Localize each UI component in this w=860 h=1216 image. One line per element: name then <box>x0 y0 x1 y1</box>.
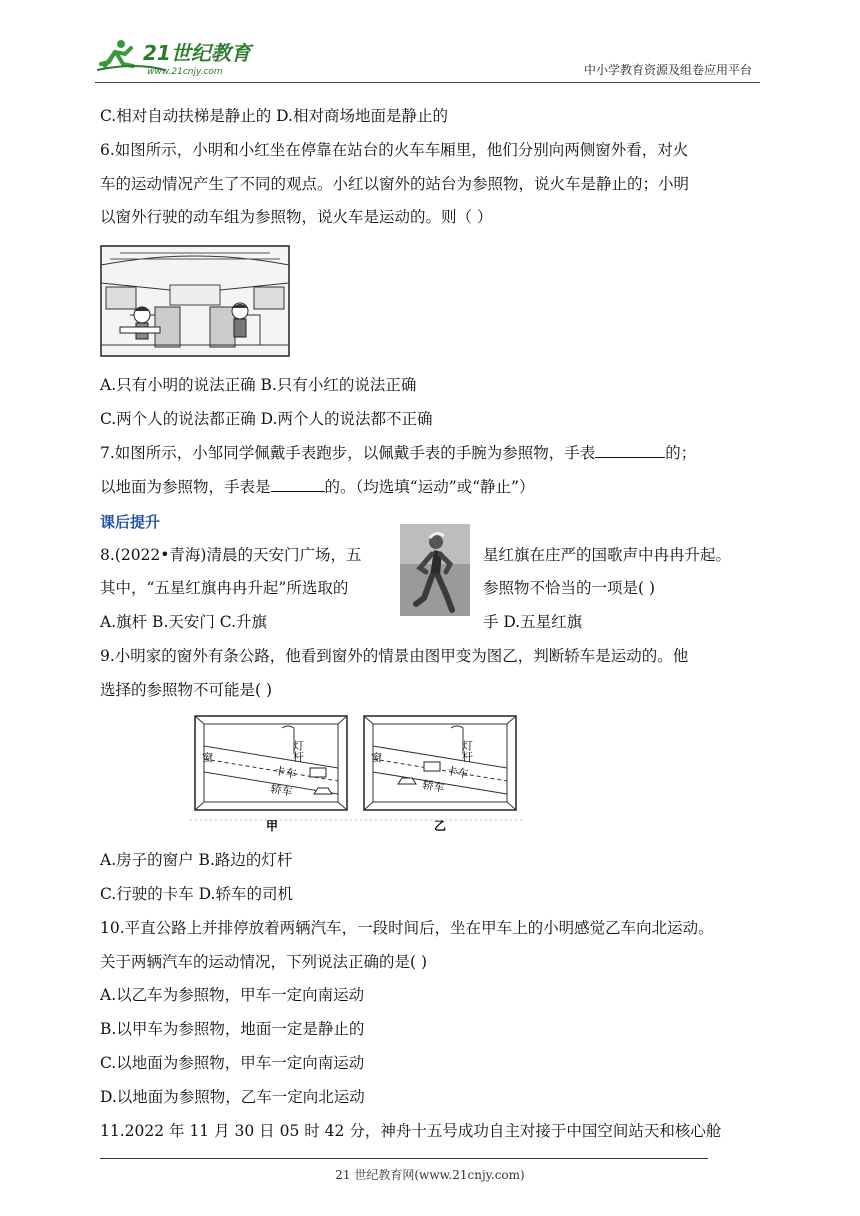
q8-stem-1b: 星红旗在庄严的国歌声中冉冉升起。 <box>483 546 732 564</box>
q7-stem-1: 7.如图所示，小邹同学佩戴手表跑步，以佩戴手表的手腕为参照物，手表 的； <box>100 444 697 462</box>
footer-divider <box>100 1158 708 1159</box>
scene-yi <box>364 716 516 810</box>
svg-text:21世纪教育: 21世纪教育 <box>143 41 251 65</box>
q10-stem-1: 10.平直公路上并排停放着两辆汽车，一段时间后，坐在甲车上的小明感觉乙车向北运动。 <box>100 919 714 937</box>
q6-stem-1: 6.如图所示，小明和小红坐在停靠在站台的火车车厢里，他们分别向两侧窗外看，对火 <box>100 141 689 159</box>
q6-stem-2: 车的运动情况产生了不同的观点。小红以窗外的站台为参照物，说火车是静止的；小明 <box>100 175 690 193</box>
svg-text:卡车: 卡车 <box>445 764 470 781</box>
q8-options-c-d: 手 D.五星红旗 <box>483 613 583 631</box>
q6-options-cd: C.两个人的说法都正确 D.两个人的说法都不正确 <box>100 410 433 428</box>
q10-option-c: C.以地面为参照物，甲车一定向南运动 <box>100 1054 365 1072</box>
q9-stem-2: 选择的参照物不可能是( ) <box>100 681 273 699</box>
q7-stem-2: 以地面为参照物，手表是 的。（均选填“运动”或“静止”） <box>100 478 535 496</box>
q9-stem-1: 9.小明家的窗外有条公路，他看到窗外的情景由图甲变为图乙，判断轿车是运动的。他 <box>100 647 689 665</box>
q10-option-b: B.以甲车为参照物，地面一定是静止的 <box>100 1020 365 1038</box>
q6-options-ab: A.只有小明的说法正确 B.只有小红的说法正确 <box>100 376 417 394</box>
svg-text:轿车: 轿车 <box>269 782 294 799</box>
q10-option-d: D.以地面为参照物，乙车一定向北运动 <box>100 1088 365 1106</box>
q8-options-a-c: A.旗杆 B.天安门 C.升旗 <box>100 613 268 631</box>
page-footer: 21 世纪教育网(www.21cnjy.com) <box>335 1168 525 1182</box>
q6-stem-3: 以窗外行驶的动车组为参照物，说火车是运动的。则（ ） <box>100 208 493 226</box>
q11-stem-1: 11.2022 年 11 月 30 日 05 时 42 分，神舟十五号成功自主对接于中国空间站天和核心舱 <box>100 1122 722 1140</box>
q5-options-cd: C.相对自动扶梯是静止的 D.相对商场地面是静止的 <box>100 107 448 125</box>
label-jia: 甲 <box>266 819 279 832</box>
q8-stem-2b: 参照物不恰当的一项是( ) <box>483 579 656 597</box>
q7-blank-2[interactable] <box>271 477 325 492</box>
q10-stem-2: 关于两辆汽车的运动情况，下列说法正确的是( ) <box>100 953 428 971</box>
platform-name: 中小学教育资源及组卷应用平台 <box>583 63 752 77</box>
svg-text:卡车: 卡车 <box>273 764 298 781</box>
site-logo <box>95 36 255 78</box>
svg-text:灯杆: 灯杆 <box>460 740 474 762</box>
q9-options-cd: C.行驶的卡车 D.轿车的司机 <box>100 885 293 903</box>
svg-text:www.21cnjy.com: www.21cnjy.com <box>147 67 223 77</box>
q8-stem-2a: 其中，“五星红旗冉冉升起”所选取的 <box>100 579 349 597</box>
runner-photo <box>400 524 470 616</box>
label-yi: 乙 <box>434 819 447 832</box>
svg-text:窗: 窗 <box>369 752 383 763</box>
scene-jia <box>195 716 347 810</box>
page-header <box>95 36 760 83</box>
train-carriage-figure <box>100 245 290 357</box>
svg-text:灯杆: 灯杆 <box>291 740 305 762</box>
svg-text:窗: 窗 <box>200 752 214 763</box>
q9-options-ab: A.房子的窗户 B.路边的灯杆 <box>100 851 293 869</box>
section-title: 课后提升 <box>100 513 161 531</box>
q8-stem-1a: 8.(2022•青海)清晨的天安门广场，五 <box>100 546 362 564</box>
window-scenes-figure <box>190 712 524 832</box>
q10-option-a: A.以乙车为参照物，甲车一定向南运动 <box>100 986 365 1004</box>
svg-text:轿车: 轿车 <box>421 778 446 795</box>
q7-blank-1[interactable] <box>595 443 665 458</box>
